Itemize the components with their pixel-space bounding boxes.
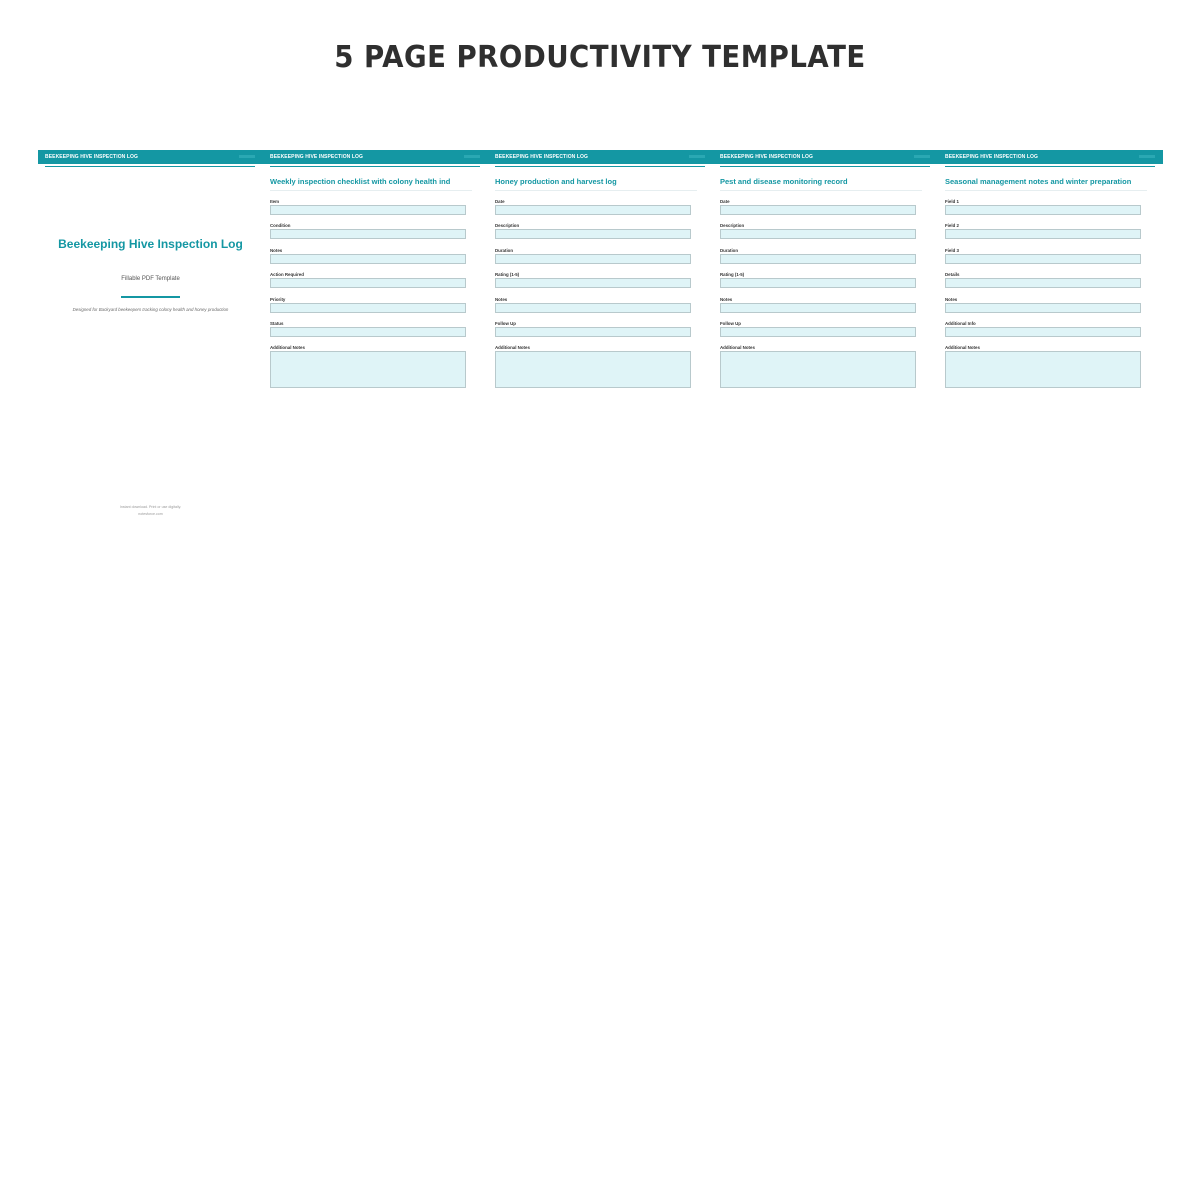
form-field	[495, 297, 691, 321]
form-fields	[270, 199, 466, 388]
header-rule	[45, 166, 255, 167]
form-title: Weekly inspection checklist with colony health ind	[270, 177, 451, 186]
field-label: Action Required	[270, 272, 304, 278]
field-input[interactable]	[720, 229, 916, 239]
form-page	[713, 150, 938, 530]
field-input[interactable]	[270, 303, 466, 313]
title-rule	[945, 190, 1147, 191]
field-label: Date	[495, 199, 505, 204]
field-input[interactable]	[720, 303, 916, 313]
form-field	[270, 248, 466, 272]
header-rule	[270, 166, 480, 167]
cover-title: Beekeeping Hive Inspection Log	[58, 237, 243, 251]
field-input[interactable]	[495, 254, 691, 264]
notes-textarea[interactable]	[495, 351, 691, 388]
field-label: Description	[720, 223, 745, 229]
title-rule	[720, 190, 922, 191]
title-rule	[495, 190, 697, 191]
form-field	[945, 248, 1141, 272]
form-title: Pest and disease monitoring record	[720, 177, 848, 186]
page-header	[713, 150, 938, 164]
field-input[interactable]	[720, 205, 916, 215]
notes-textarea[interactable]	[720, 351, 916, 388]
form-field	[720, 223, 916, 247]
field-input[interactable]	[945, 205, 1141, 215]
field-input[interactable]	[495, 303, 691, 313]
field-input[interactable]	[945, 303, 1141, 313]
field-input[interactable]	[270, 278, 466, 288]
form-field	[270, 297, 466, 321]
page-header	[938, 150, 1163, 164]
field-label: Notes	[945, 296, 958, 302]
field-label: Item	[270, 199, 280, 204]
notes-textarea[interactable]	[945, 351, 1141, 388]
header-rule	[495, 166, 705, 167]
header-page-mark	[689, 155, 705, 158]
form-field	[270, 199, 466, 223]
form-title: Seasonal management notes and winter preparation	[945, 177, 1132, 186]
header-page-mark	[464, 155, 480, 158]
cover-footer-line2: notesforce.com	[138, 512, 163, 516]
field-label: Follow Up	[720, 320, 741, 326]
field-label: Date	[720, 199, 730, 204]
header-page-mark	[1139, 155, 1155, 158]
field-label: Description	[495, 223, 520, 229]
cover-description: Designed for Backyard beekeepers tracking colony health and honey production	[72, 307, 229, 312]
field-label: Additional Info	[945, 320, 976, 326]
field-input[interactable]	[270, 205, 466, 215]
form-field	[945, 223, 1141, 247]
header-rule	[945, 166, 1155, 167]
field-label: Notes	[270, 247, 283, 253]
notes-label: Additional Notes	[720, 345, 755, 351]
field-input[interactable]	[495, 327, 691, 337]
title-rule	[270, 190, 472, 191]
field-input[interactable]	[945, 278, 1141, 288]
field-input[interactable]	[495, 229, 691, 239]
field-input[interactable]	[945, 254, 1141, 264]
page-header	[263, 150, 488, 164]
header-label: BEEKEEPING HIVE INSPECTION LOG	[45, 154, 139, 160]
notes-label: Additional Notes	[495, 345, 530, 351]
form-page	[938, 150, 1163, 530]
form-field	[945, 321, 1141, 345]
form-field	[720, 272, 916, 296]
form-field	[720, 199, 916, 223]
form-field	[495, 223, 691, 247]
cover-subtitle: Fillable PDF Template	[121, 276, 180, 282]
field-input[interactable]	[270, 254, 466, 264]
notes-label: Additional Notes	[945, 345, 980, 351]
field-input[interactable]	[720, 278, 916, 288]
form-field	[270, 223, 466, 247]
field-label: Duration	[720, 247, 739, 253]
field-label: Follow Up	[495, 320, 516, 326]
form-title: Honey production and harvest log	[495, 177, 617, 186]
field-label: Notes	[495, 296, 508, 302]
field-input[interactable]	[495, 278, 691, 288]
field-label: Priority	[270, 296, 286, 302]
form-fields	[495, 199, 691, 388]
field-label: Field 1	[945, 199, 959, 204]
field-label: Duration	[495, 247, 514, 253]
header-label: BEEKEEPING HIVE INSPECTION LOG	[945, 154, 1039, 160]
form-field	[270, 321, 466, 345]
form-page	[263, 150, 488, 530]
cover-divider	[121, 296, 180, 298]
header-rule	[720, 166, 930, 167]
form-field	[945, 297, 1141, 321]
form-field	[720, 297, 916, 321]
field-label: Status	[270, 320, 284, 326]
header-label: BEEKEEPING HIVE INSPECTION LOG	[270, 154, 364, 160]
field-input[interactable]	[270, 327, 466, 337]
field-input[interactable]	[945, 229, 1141, 239]
field-label: Notes	[720, 296, 733, 302]
form-fields	[945, 199, 1141, 388]
form-field	[495, 272, 691, 296]
form-field	[495, 321, 691, 345]
form-field	[495, 199, 691, 223]
form-page	[488, 150, 713, 530]
field-label: Rating (1-5)	[720, 272, 745, 278]
field-input[interactable]	[495, 205, 691, 215]
field-label: Condition	[270, 223, 291, 229]
form-field	[720, 321, 916, 345]
cover-footer-line1: Instant download. Print or use digitally.	[119, 505, 182, 509]
page-strip	[38, 150, 1163, 530]
main-title: 5 PAGE PRODUCTIVITY TEMPLATE	[334, 40, 866, 75]
form-field	[495, 248, 691, 272]
header-page-mark	[914, 155, 930, 158]
field-label: Field 3	[945, 247, 959, 253]
field-input[interactable]	[945, 327, 1141, 337]
form-field	[270, 272, 466, 296]
cover-footer	[38, 504, 263, 518]
header-label: BEEKEEPING HIVE INSPECTION LOG	[720, 154, 814, 160]
header-page-mark	[239, 155, 255, 158]
notes-textarea[interactable]	[270, 351, 466, 388]
page-header	[488, 150, 713, 164]
form-field	[945, 199, 1141, 223]
field-label: Details	[945, 272, 960, 278]
field-label: Rating (1-5)	[495, 272, 520, 278]
field-input[interactable]	[270, 229, 466, 239]
form-fields	[720, 199, 916, 388]
cover-page	[38, 150, 263, 530]
header-label: BEEKEEPING HIVE INSPECTION LOG	[495, 154, 589, 160]
form-field	[945, 272, 1141, 296]
field-input[interactable]	[720, 327, 916, 337]
field-label: Field 2	[945, 223, 959, 229]
notes-label: Additional Notes	[270, 345, 305, 351]
form-field	[720, 248, 916, 272]
page-header	[38, 150, 263, 164]
field-input[interactable]	[720, 254, 916, 264]
